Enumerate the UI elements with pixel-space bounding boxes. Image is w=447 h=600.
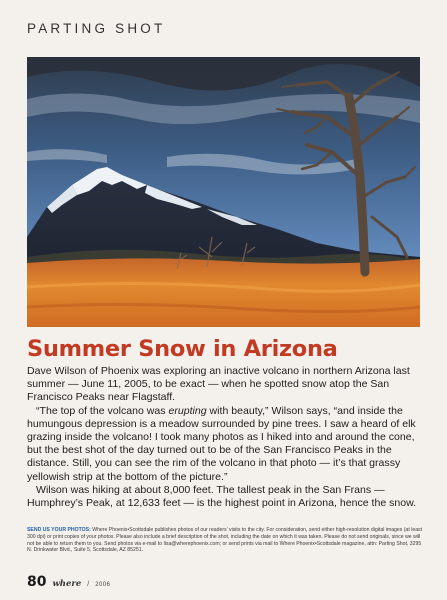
paragraph-2-start: “The top of the volcano was xyxy=(36,404,169,417)
emphasis-erupting: erupting xyxy=(168,404,207,417)
page-footer xyxy=(27,574,110,590)
section-label: PARTING SHOT xyxy=(27,21,166,36)
paragraph-2 xyxy=(27,405,423,484)
issue-date: 2006 xyxy=(95,582,111,588)
page-number: 80 xyxy=(27,574,47,590)
article-title: Summer Snow in Arizona xyxy=(27,336,338,362)
paragraph-1: Dave Wilson of Phoenix was exploring an inactive volcano in northern Arizona last summer — June 11, 2005, to be exact — when he spotted snow atop the San Francisco Peaks near Flagstaff. xyxy=(27,365,410,404)
magazine-name: where xyxy=(52,579,82,589)
paragraph-3: Wilson was hiking at about 8,000 feet. The tallest peak in the San Frans — Humphrey’s Peak, at 12,633 feet — is the highest point in Arizona, hence the snow. xyxy=(27,483,417,510)
paragraph-2-rest: with beauty,” Wilson says, “and inside the humungous depression is a meadow surrounded by pine trees. I saw a heard of elk grazing inside the volcano! I took many photos as I hiked into and around the cone, but the best shot of the day turned out to be of the San Francisco Peaks in the distance. Still, you can see the rim of the volcano in that photo — it’s that grassy yellowish strip at the bottom of the picture.” xyxy=(27,404,416,483)
submission-text: Where Phoenix•Scottsdale publishes photos of our readers’ visits to the city. For consideration, send either high-resolution digital images (at least 300 dpi) or print copies of your photos. Please also include a brief description of the shot, including the date on which it was taken. Please do not send originals, since we will not be able to return them to you. Send photos via e-mail to lisa@wherephoenix.com; or send prints via mail to Where Phoenix•Scottsdale magazine, attn: Parting Shot, 3295 N. Drinkwater Blvd., Suite 5, Scottsdale, AZ 85251. xyxy=(27,527,423,554)
article-body xyxy=(27,365,423,510)
submission-lead: SEND US YOUR PHOTOS: xyxy=(27,527,91,533)
footer-separator: / xyxy=(87,581,90,588)
submission-note xyxy=(27,527,423,554)
landscape-photo xyxy=(27,57,420,327)
